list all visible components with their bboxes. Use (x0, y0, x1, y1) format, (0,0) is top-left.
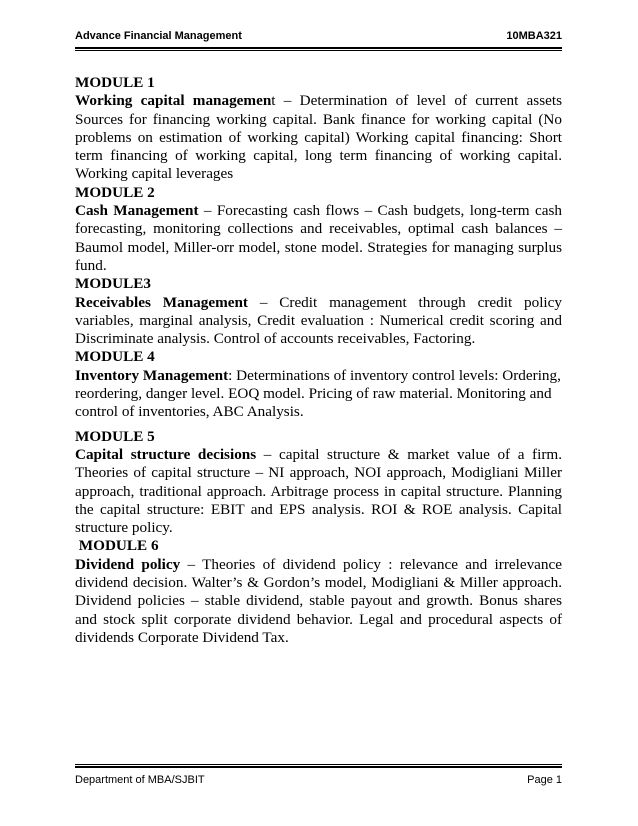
module-title: MODULE 6 (75, 537, 159, 555)
module-body-text: : Determinations of inventory control levels: Ordering, reordering, danger level. EOQ model. Pricing of raw material. Monitoring and control of inventories, ABC Analysis. (75, 366, 561, 421)
syllabus-content (75, 74, 562, 647)
module-body-text: – Forecasting cash flows – Cash budgets, long-term cash forecasting, monitoring collections and receivables, optimal cash balances – Baumol model, Miller-orr model, stone model. Strategies for managing surplus fund. (75, 202, 562, 274)
module-6 (75, 537, 562, 647)
module-description (75, 202, 562, 275)
module-4 (75, 348, 562, 421)
header-course-title: Advance Financial Management (75, 30, 242, 42)
module-2 (75, 184, 562, 275)
module-description (75, 446, 562, 537)
module-title: MODULE3 (75, 275, 151, 293)
module-body-text: – Credit management through credit policy variables, marginal analysis, Credit evaluation : Numerical credit scoring and Discriminate analysis. Control of accounts receivables, Factoring. (75, 293, 562, 348)
module-title: MODULE 4 (75, 348, 155, 366)
module-5 (75, 428, 562, 538)
header-rule-thin (75, 50, 562, 51)
module-topic: Inventory Management (75, 366, 229, 384)
module-body-text: – Theories of dividend policy : relevance and irrelevance dividend decision. Walter’s & Gordon’s model, Modigliani & Miller approach. Dividend policies – stable dividend, stable payout and growth. Bonus shares and stock split corporate dividend behavior. Legal and procedural aspects of dividends Corporate Dividend Tax. (75, 555, 562, 646)
page-footer (75, 774, 562, 790)
module-1 (75, 74, 562, 184)
footer-page-number: Page 1 (527, 774, 562, 786)
footer-rule-thin (75, 764, 562, 765)
module-description (75, 367, 562, 422)
module-topic: Cash Management (75, 202, 199, 220)
module-description (75, 92, 562, 183)
module-title: MODULE 1 (75, 74, 155, 91)
footer-rule (75, 766, 562, 768)
module-topic: Dividend policy (75, 555, 181, 573)
module-title: MODULE 2 (75, 183, 155, 201)
page-header (75, 30, 562, 46)
module-3 (75, 275, 562, 348)
module-topic: Receivables Management (75, 293, 248, 311)
module-body-text: – capital structure & market value of a firm. Theories of capital structure – NI approach, NOI approach, Modigliani Miller approach, traditional approach. Arbitrage process in capital structure. Planning the capital structure: EBIT and EPS analysis. ROI & ROE analysis. Capital structure policy. (75, 445, 562, 537)
footer-department: Department of MBA/SJBIT (75, 774, 205, 786)
module-topic: Working capital managemen (75, 92, 272, 110)
module-body-text: – Determination of level of current assets Sources for financing working capital. Bank finance for working capital (No problems on estimation of working capital) Working capital financing: Short term financing of working capital, long term financing of working capital. Working capital leverages (75, 92, 562, 183)
header-course-code: 10MBA321 (506, 30, 562, 42)
module-topic: Capital structure decisions (75, 445, 257, 463)
module-title: MODULE 5 (75, 427, 155, 445)
module-topic-tail: t (271, 92, 276, 110)
module-description (75, 556, 562, 647)
header-rule (75, 47, 562, 49)
module-description (75, 294, 562, 349)
